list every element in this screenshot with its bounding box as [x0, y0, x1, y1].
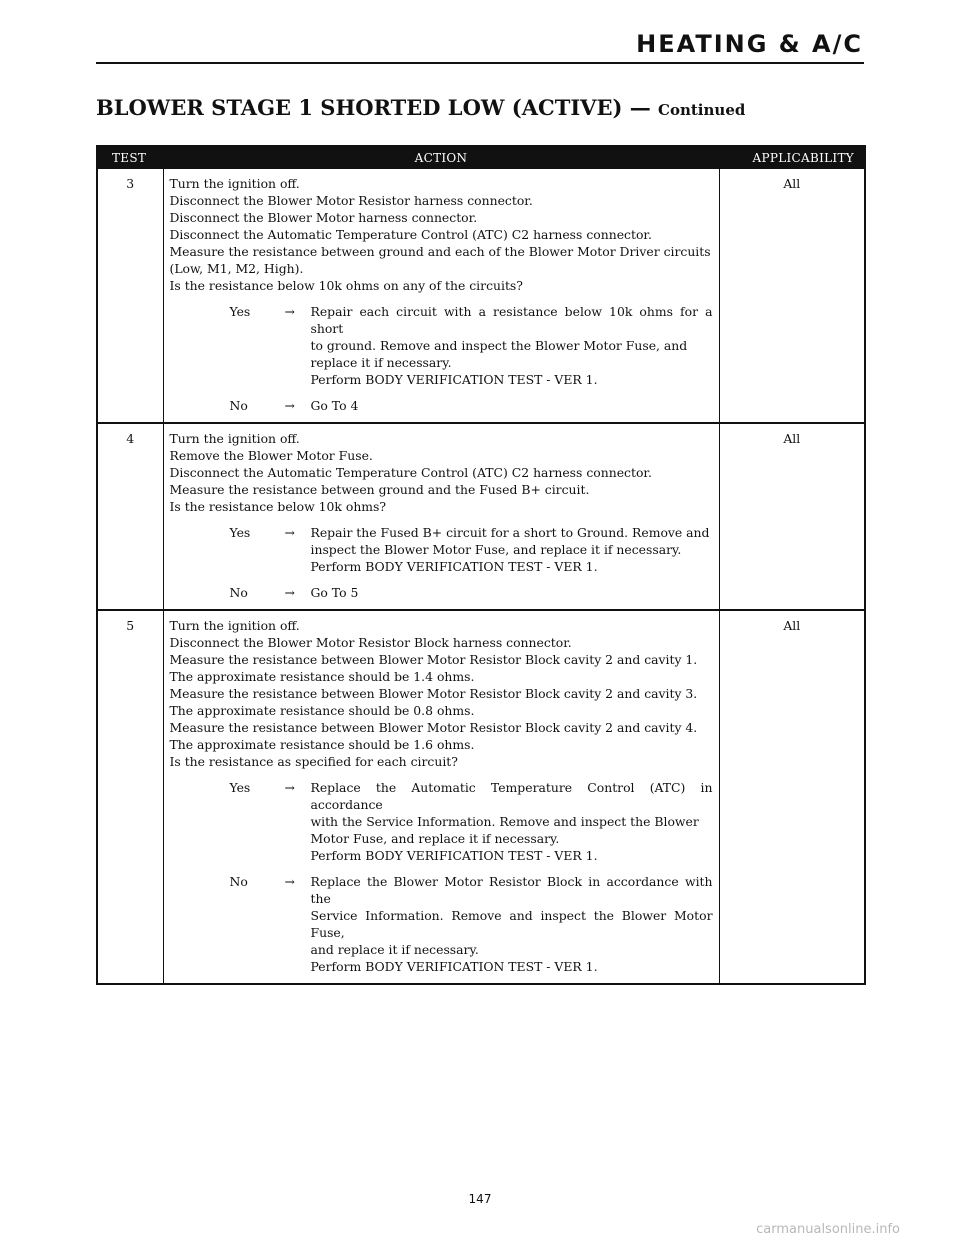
result-yes-text	[311, 779, 713, 864]
result-line: inspect the Blower Motor Fuse, and replace it if necessary.	[310, 542, 682, 557]
result-no-label: No	[229, 398, 248, 413]
action-line: Turn the ignition off.	[169, 618, 300, 633]
action-line: Turn the ignition off.	[169, 176, 300, 191]
action-line: (Low, M1, M2, High).	[169, 261, 304, 276]
action-line: Measure the resistance between ground and the Fused B+ circuit.	[169, 482, 590, 497]
watermark: carmanualsonline.info	[756, 1222, 900, 1237]
action-line: Disconnect the Blower Motor Resistor harness connector.	[169, 193, 533, 208]
result-line: and replace it if necessary.	[310, 942, 479, 957]
result-line: Perform BODY VERIFICATION TEST - VER 1.	[310, 959, 598, 974]
table-header-row	[97, 146, 865, 169]
action-cell	[163, 169, 719, 423]
action-line: Is the resistance as specified for each circuit?	[169, 754, 458, 769]
table-row	[97, 169, 865, 423]
result-line: Go To 4	[310, 398, 359, 413]
arrow-icon: →	[284, 874, 295, 889]
result-yes	[170, 303, 713, 388]
table-row	[97, 610, 865, 984]
result-line: Replace the Blower Motor Resistor Block in accordance with the	[310, 874, 713, 906]
section-title-text: BLOWER STAGE 1 SHORTED LOW (ACTIVE) —	[96, 95, 651, 120]
test-number: 4	[97, 423, 163, 610]
result-no	[170, 397, 713, 414]
result-no	[170, 873, 713, 975]
result-line: Perform BODY VERIFICATION TEST - VER 1.	[310, 372, 598, 387]
action-line: Disconnect the Blower Motor harness connector.	[169, 210, 478, 225]
action-line: Disconnect the Automatic Temperature Control (ATC) C2 harness connector.	[169, 465, 652, 480]
action-line: Disconnect the Blower Motor Resistor Block harness connector.	[169, 635, 572, 650]
result-no	[170, 584, 713, 601]
result-line: Replace the Automatic Temperature Control (ATC) in accordance	[310, 780, 713, 812]
result-no-text	[311, 584, 713, 601]
result-no-label: No	[229, 874, 248, 889]
action-line: Measure the resistance between Blower Motor Resistor Block cavity 2 and cavity 4.	[169, 720, 698, 735]
header-action: ACTION	[163, 146, 719, 169]
arrow-icon: →	[284, 398, 295, 413]
header-test: TEST	[97, 146, 163, 169]
result-yes-label: Yes	[229, 304, 251, 319]
result-yes	[170, 779, 713, 864]
action-line: The approximate resistance should be 1.6 ohms.	[169, 737, 475, 752]
result-line: Perform BODY VERIFICATION TEST - VER 1.	[310, 848, 598, 863]
applicability-cell: All	[783, 618, 801, 633]
applicability-cell: All	[719, 423, 865, 610]
result-line: Go To 5	[310, 585, 359, 600]
action-line: Is the resistance below 10k ohms on any of the circuits?	[169, 278, 523, 293]
result-line: to ground. Remove and inspect the Blower Motor Fuse, and	[310, 338, 688, 353]
action-line: Is the resistance below 10k ohms?	[169, 499, 387, 514]
table-row	[97, 423, 865, 610]
result-yes-text	[311, 524, 713, 575]
action-line: Measure the resistance between Blower Motor Resistor Block cavity 2 and cavity 3.	[169, 686, 698, 701]
result-no-text	[311, 873, 713, 975]
action-line: Turn the ignition off.	[169, 431, 300, 446]
action-cell	[163, 423, 719, 610]
diagnostic-table	[96, 145, 866, 985]
test-number: 3	[97, 169, 163, 423]
action-cell	[163, 610, 719, 984]
action-line: The approximate resistance should be 0.8 ohms.	[169, 703, 475, 718]
result-line: replace it if necessary.	[310, 355, 452, 370]
result-no-text	[311, 397, 713, 414]
section-continued-label: Continued	[658, 101, 746, 119]
action-line: The approximate resistance should be 1.4 ohms.	[169, 669, 475, 684]
header-rule	[96, 62, 864, 64]
action-line: Measure the resistance between ground and each of the Blower Motor Driver circuits	[169, 244, 711, 259]
arrow-icon: →	[284, 585, 295, 600]
result-line: Motor Fuse, and replace it if necessary.	[310, 831, 560, 846]
result-line: Repair each circuit with a resistance below 10k ohms for a short	[310, 304, 713, 336]
result-yes-text	[311, 303, 713, 388]
page-number: 147	[468, 1192, 492, 1206]
action-line: Remove the Blower Motor Fuse.	[169, 448, 373, 463]
result-line: Repair the Fused B+ circuit for a short to Ground. Remove and	[310, 525, 710, 540]
action-line: Disconnect the Automatic Temperature Control (ATC) C2 harness connector.	[169, 227, 652, 242]
test-number: 5	[97, 610, 163, 984]
section-title	[96, 95, 745, 120]
result-line: Service Information. Remove and inspect the Blower Motor Fuse,	[310, 908, 713, 940]
result-no-label: No	[229, 585, 248, 600]
result-line: Perform BODY VERIFICATION TEST - VER 1.	[310, 559, 598, 574]
action-line: Measure the resistance between Blower Motor Resistor Block cavity 2 and cavity 1.	[169, 652, 698, 667]
page-header-title: HEATING & A/C	[636, 30, 863, 58]
applicability-cell: All	[719, 169, 865, 423]
table-body	[97, 169, 865, 984]
header-applicability: APPLICABILITY	[719, 146, 865, 169]
arrow-icon: →	[284, 304, 295, 319]
result-yes	[170, 524, 713, 575]
result-line: with the Service Information. Remove and inspect the Blower	[310, 814, 699, 829]
result-yes-label: Yes	[229, 780, 251, 795]
result-yes-label: Yes	[229, 525, 251, 540]
arrow-icon: →	[284, 525, 295, 540]
arrow-icon: →	[284, 780, 295, 795]
